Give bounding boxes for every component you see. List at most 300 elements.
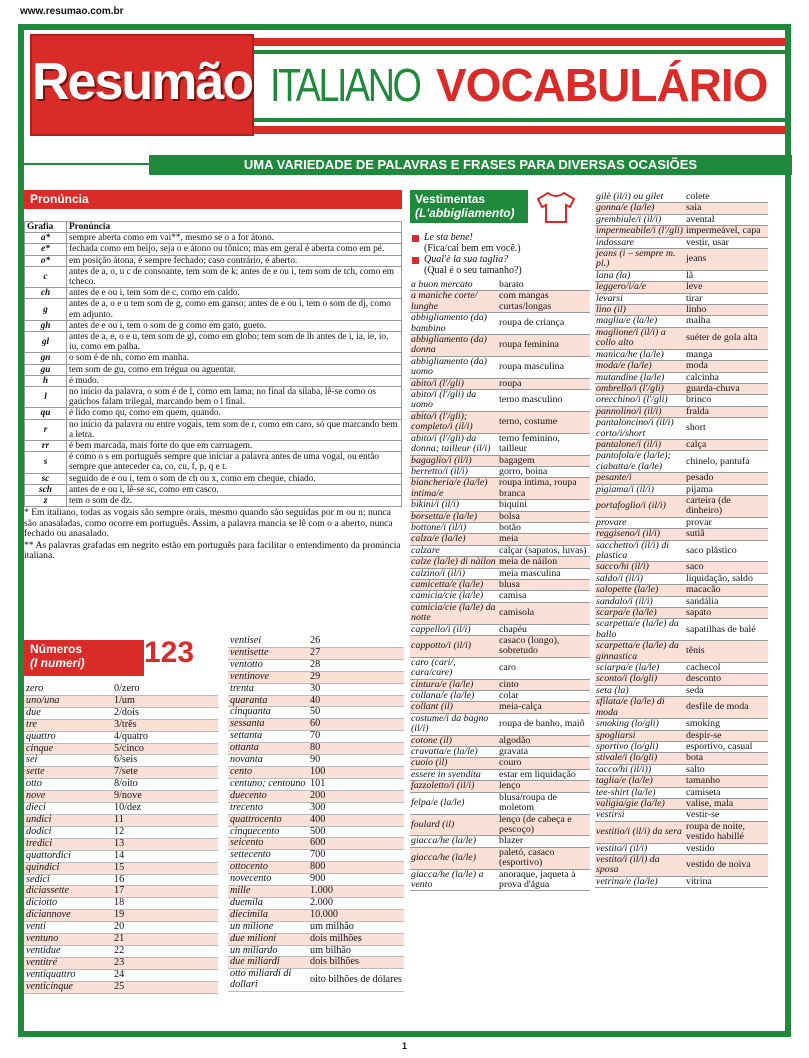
translation-cell: 26 bbox=[308, 636, 404, 647]
translation-cell: sapato bbox=[685, 608, 768, 619]
translation-cell: vitrina bbox=[685, 876, 768, 887]
translation-cell: 400 bbox=[308, 814, 404, 826]
table-row bbox=[228, 933, 404, 945]
translation-cell: suéter de gola alta bbox=[685, 327, 768, 349]
term-cell: cappello/i (il/i) bbox=[410, 624, 498, 635]
translation-cell: 1/um bbox=[112, 695, 218, 707]
term-cell: cravatta/e (la/le) bbox=[410, 747, 498, 758]
translation-cell: bolsa bbox=[498, 511, 590, 522]
translation-cell: 4/quatro bbox=[112, 731, 218, 743]
term-cell: tredici bbox=[24, 838, 112, 850]
logo: Resumão bbox=[32, 53, 253, 111]
pronuncia-table bbox=[24, 221, 402, 507]
table-row bbox=[24, 826, 218, 838]
table-row bbox=[410, 792, 590, 814]
grafia-cell: ch bbox=[25, 288, 67, 299]
term-cell: cento bbox=[228, 766, 308, 778]
table-row bbox=[595, 685, 768, 696]
translation-cell: 100 bbox=[308, 766, 404, 778]
table-row bbox=[595, 237, 768, 248]
translation-cell: 12 bbox=[112, 826, 218, 838]
term-cell: sacchetto/i (il/i) di plastica bbox=[595, 540, 685, 562]
term-cell: abbigliamento (da) uomo bbox=[410, 356, 498, 378]
term-cell: ottocento bbox=[228, 862, 308, 874]
table-row bbox=[24, 779, 218, 791]
term-cell: trecento bbox=[228, 802, 308, 814]
table-row bbox=[25, 484, 402, 495]
translation-cell: estar em liquidação bbox=[498, 769, 590, 780]
term-cell: cappotto/i (il/i) bbox=[410, 636, 498, 658]
translation-cell: 300 bbox=[308, 802, 404, 814]
translation-cell: 10/dez bbox=[112, 803, 218, 815]
translation-cell: casaco (longo), sobretudo bbox=[498, 636, 590, 658]
table-row bbox=[25, 332, 402, 353]
table-row bbox=[410, 579, 590, 590]
translation-cell: 500 bbox=[308, 826, 404, 838]
table-row bbox=[595, 529, 768, 540]
translation-cell: 9/nove bbox=[112, 791, 218, 803]
table-row bbox=[595, 282, 768, 293]
translation-cell: roupa bbox=[498, 378, 590, 389]
vestimentas-section bbox=[410, 190, 590, 891]
table-row bbox=[595, 349, 768, 360]
translation-cell: calcinha bbox=[685, 372, 768, 383]
title-language: ITALIANO bbox=[270, 59, 420, 111]
note: * Em italiano, todas as vogais são sempre orais, mesmo quando são seguidas por m ou n; nunca são anasaladas, como ocorre em português. Assim, a palavra mancia se lê com o a aberto, nunca fechado ou anasalado. bbox=[24, 507, 393, 540]
translation-cell: chinelo, pantufa bbox=[685, 451, 768, 473]
term-cell: levarsi bbox=[595, 293, 685, 304]
translation-cell: saia bbox=[685, 203, 768, 214]
col-header: Grafia bbox=[25, 222, 67, 233]
term-cell: scarpa/e (la/le) bbox=[595, 608, 685, 619]
table-row bbox=[410, 814, 590, 836]
table-row bbox=[25, 255, 402, 266]
term-cell: quattordici bbox=[24, 850, 112, 862]
term-cell: sacco/hi (il/i) bbox=[595, 562, 685, 573]
translation-cell: meia-calça bbox=[498, 702, 590, 713]
table-row bbox=[410, 522, 590, 533]
table-row bbox=[410, 781, 590, 792]
translation-cell: 18 bbox=[112, 898, 218, 910]
pronuncia-cell: em posição átona, é sempre fechado; caso contrário, é aberto. bbox=[67, 255, 402, 266]
table-row bbox=[595, 608, 768, 619]
table-row bbox=[410, 557, 590, 568]
translation-cell: roupa masculina bbox=[498, 356, 590, 378]
translation-cell: 19 bbox=[112, 910, 218, 922]
pronuncia-cell: no início da palavra ou entre vogais, tem som de r, como em caro, só que marcando bem a letra. bbox=[67, 419, 402, 440]
term-cell: camicia/cie (la/le) da notte bbox=[410, 602, 498, 624]
note: ** As palavras grafadas em negrito estão em português para facilitar o entendimento da pronúncia italiana. bbox=[24, 539, 401, 562]
table-row bbox=[24, 850, 218, 862]
phrase-translation: (Qual é o seu tamanho?) bbox=[424, 265, 522, 276]
term-cell: otto miliardi di dollari bbox=[228, 969, 308, 992]
table-row bbox=[24, 695, 218, 707]
table-row bbox=[595, 540, 768, 562]
table-row bbox=[410, 735, 590, 746]
term-cell: abito/i (l'/gli) da uomo bbox=[410, 390, 498, 412]
translation-cell: desconto bbox=[685, 674, 768, 685]
translation-cell: botão bbox=[498, 522, 590, 533]
term-cell: cotone (il) bbox=[410, 735, 498, 746]
term-cell: sconto/i (lo/gli) bbox=[595, 674, 685, 685]
logo-box bbox=[30, 34, 254, 136]
translation-cell: 16 bbox=[112, 874, 218, 886]
pronuncia-cell: no início da palavra, o som é de l, como em lama; no final da sílaba, lê-se como os gaúchos falam trilegal, marcando bem o l final. bbox=[67, 387, 402, 408]
translation-cell: gorro, boina bbox=[498, 466, 590, 477]
table-row bbox=[595, 730, 768, 741]
table-row bbox=[595, 495, 768, 517]
term-cell: ventitré bbox=[24, 957, 112, 969]
translation-cell: avental bbox=[685, 214, 768, 225]
table-row bbox=[595, 395, 768, 406]
pronuncia-title: Pronúncia bbox=[24, 190, 402, 209]
term-cell: due miliardi bbox=[228, 957, 308, 969]
translation-cell: terno, costume bbox=[498, 411, 590, 433]
term-cell: settecento bbox=[228, 850, 308, 862]
translation-cell: gravata bbox=[498, 747, 590, 758]
term-cell: a maniche corte/ lunghe bbox=[410, 291, 498, 313]
term-cell: pantofola/e (la/le); ciabatta/e (la/le) bbox=[595, 451, 685, 473]
translation-cell: jeans bbox=[685, 249, 768, 271]
term-cell: trenta bbox=[228, 683, 308, 695]
table-row bbox=[228, 766, 404, 778]
translation-cell: brinco bbox=[685, 395, 768, 406]
table-row bbox=[595, 249, 768, 271]
table-row bbox=[595, 798, 768, 809]
translation-cell: roupa de criança bbox=[498, 313, 590, 335]
pronuncia-cell: o som é de nh, como em manha. bbox=[67, 353, 402, 364]
translation-cell: tirar bbox=[685, 293, 768, 304]
table-row bbox=[410, 869, 590, 891]
term-cell: ventinove bbox=[228, 671, 308, 683]
table-row bbox=[595, 192, 768, 203]
table-row bbox=[228, 659, 404, 671]
translation-cell: lenço bbox=[498, 781, 590, 792]
table-row bbox=[228, 838, 404, 850]
table-row bbox=[228, 731, 404, 743]
term-cell: venti bbox=[24, 922, 112, 934]
page-title bbox=[270, 58, 768, 112]
table-row bbox=[595, 843, 768, 854]
grafia-cell: sch bbox=[25, 484, 67, 495]
term-cell: venticinque bbox=[24, 981, 112, 993]
translation-cell: guarda-chuva bbox=[685, 383, 768, 394]
table-row bbox=[24, 767, 218, 779]
term-cell: berretto/i (il/i) bbox=[410, 466, 498, 477]
term-cell: giacca/he (la/le) bbox=[410, 836, 498, 847]
grafia-cell: rr bbox=[25, 441, 67, 452]
table-row bbox=[25, 233, 402, 244]
term-cell: salopette (la/le) bbox=[595, 585, 685, 596]
table-row bbox=[595, 226, 768, 237]
pronuncia-cell: seguido de e ou i, tem o som de ch ou x, como em cheque, chiado. bbox=[67, 473, 402, 484]
translation-cell: cachecol bbox=[685, 663, 768, 674]
table-row bbox=[410, 769, 590, 780]
term-cell: abbigliamento (da) donna bbox=[410, 335, 498, 357]
grafia-cell: g bbox=[25, 299, 67, 320]
translation-cell: bagagem bbox=[498, 455, 590, 466]
term-cell: grembiule/i (il/i) bbox=[595, 214, 685, 225]
table-row bbox=[410, 378, 590, 389]
pronuncia-cell: antes de a, e, o e u, tem som de gl, como em globo; tem som de lh antes de i, ia, ie, io, iu, como em palha. bbox=[67, 332, 402, 353]
pronuncia-cell: é como o s em português sempre que iniciar a palavra antes de uma vogal, ou então sempre que anteceder ca, co, cu, f, p, q e t. bbox=[67, 452, 402, 473]
grafia-cell: qu bbox=[25, 408, 67, 419]
term-cell: ottanta bbox=[228, 743, 308, 755]
table-row bbox=[24, 684, 218, 695]
term-cell: vestito/i (il/i) bbox=[595, 843, 685, 854]
translation-cell: 5/cinco bbox=[112, 743, 218, 755]
term-cell: pigiama/i (il/i) bbox=[595, 484, 685, 495]
term-cell: manica/he (la/le) bbox=[595, 349, 685, 360]
term-cell: sportivo (lo/gli) bbox=[595, 741, 685, 752]
translation-cell: um bilhão bbox=[308, 945, 404, 957]
table-row bbox=[595, 674, 768, 685]
term-cell: costume/i da bagno (il/i) bbox=[410, 713, 498, 735]
term-cell: duemila bbox=[228, 897, 308, 909]
table-row bbox=[228, 826, 404, 838]
table-row bbox=[410, 836, 590, 847]
term-cell: quattro bbox=[24, 731, 112, 743]
translation-cell: anoraque, jaqueta à prova d'água bbox=[498, 869, 590, 891]
term-cell: gilè (il/i) ou gilet bbox=[595, 192, 685, 203]
table-row bbox=[24, 969, 218, 981]
table-row bbox=[228, 719, 404, 731]
translation-cell: pijama bbox=[685, 484, 768, 495]
table-row bbox=[228, 814, 404, 826]
grafia-cell: gn bbox=[25, 353, 67, 364]
table-row bbox=[228, 897, 404, 909]
table-row bbox=[410, 624, 590, 635]
translation-cell: desfile de moda bbox=[685, 697, 768, 719]
translation-cell: roupa feminina bbox=[498, 335, 590, 357]
table-row bbox=[595, 439, 768, 450]
term-cell: abbigliamento (da) bambino bbox=[410, 313, 498, 335]
table-row bbox=[24, 886, 218, 898]
translation-cell: colete bbox=[685, 192, 768, 203]
translation-cell: 10.000 bbox=[308, 909, 404, 921]
grafia-cell: h bbox=[25, 375, 67, 386]
term-cell: diciotto bbox=[24, 898, 112, 910]
translation-cell: paletó, casaco (esportivo) bbox=[498, 847, 590, 869]
term-cell: orecchino/i (l'/gli) bbox=[595, 395, 685, 406]
translation-cell: calça bbox=[685, 439, 768, 450]
translation-cell: 800 bbox=[308, 862, 404, 874]
grafia-cell: c bbox=[25, 266, 67, 287]
term-cell: ventotto bbox=[228, 659, 308, 671]
term-cell: caro (cari/, cara/care) bbox=[410, 657, 498, 679]
term-cell: foulard (il) bbox=[410, 814, 498, 836]
translation-cell: blusa/roupa de moletom bbox=[498, 792, 590, 814]
translation-cell: 600 bbox=[308, 838, 404, 850]
pronuncia-cell: sempre aberta como em vai**, mesmo se o a for átono. bbox=[67, 233, 402, 244]
term-cell: giacca/he (la/le) bbox=[410, 847, 498, 869]
translation-cell: tênis bbox=[685, 641, 768, 663]
translation-cell: bota bbox=[685, 753, 768, 764]
term-cell: vestirsi bbox=[595, 810, 685, 821]
term-cell: scarpetta/e (la/le) da ballo bbox=[595, 619, 685, 641]
table-row bbox=[595, 719, 768, 730]
term-cell: calzino/i (il/i) bbox=[410, 568, 498, 579]
numeros-title: Números (I numeri) bbox=[24, 640, 144, 676]
grafia-cell: r bbox=[25, 419, 67, 440]
table-row bbox=[595, 741, 768, 752]
section-banner: UMA VARIEDADE DE PALAVRAS E FRASES PARA DIVERSAS OCASIÕES bbox=[149, 155, 792, 175]
table-row bbox=[410, 636, 590, 658]
table-row bbox=[24, 838, 218, 850]
term-cell: leggero/i/a/e bbox=[595, 282, 685, 293]
term-cell: tee-shirt (la/le) bbox=[595, 787, 685, 798]
table-row bbox=[25, 452, 402, 473]
term-cell: calzare bbox=[410, 545, 498, 556]
table-row bbox=[410, 291, 590, 313]
translation-cell: impermeável, capa bbox=[685, 226, 768, 237]
table-row bbox=[595, 214, 768, 225]
translation-cell: despir-se bbox=[685, 730, 768, 741]
table-row bbox=[25, 364, 402, 375]
translation-cell: 22 bbox=[112, 945, 218, 957]
phrases bbox=[412, 232, 590, 276]
table-row bbox=[410, 478, 590, 500]
translation-cell: 900 bbox=[308, 874, 404, 886]
term-cell: due milioni bbox=[228, 933, 308, 945]
term-cell: settanta bbox=[228, 731, 308, 743]
translation-cell: 2/dois bbox=[112, 707, 218, 719]
term-cell: ombrello/i (l'/gli) bbox=[595, 383, 685, 394]
table-row bbox=[595, 787, 768, 798]
term-cell: duecento bbox=[228, 790, 308, 802]
translation-cell: 101 bbox=[308, 778, 404, 790]
table-row bbox=[410, 691, 590, 702]
term-cell: giacca/he (la/le) a vento bbox=[410, 869, 498, 891]
translation-cell: malha bbox=[685, 316, 768, 327]
translation-cell: dois milhões bbox=[308, 933, 404, 945]
translation-cell: oito bilhões de dólares bbox=[308, 969, 404, 992]
translation-cell: vestir-se bbox=[685, 810, 768, 821]
term-cell: maglione/i (il/i) a collo alto bbox=[595, 327, 685, 349]
term-cell: camicetta/e (la/le) bbox=[410, 579, 498, 590]
table-row bbox=[25, 473, 402, 484]
table-row bbox=[410, 356, 590, 378]
table-row bbox=[25, 288, 402, 299]
translation-cell: 0/zero bbox=[112, 684, 218, 695]
table-row bbox=[24, 957, 218, 969]
term-cell: provare bbox=[595, 517, 685, 528]
term-cell: borsetta/e (la/le) bbox=[410, 511, 498, 522]
term-cell: valigia/gie (la/le) bbox=[595, 798, 685, 809]
translation-cell: camiseta bbox=[685, 787, 768, 798]
table-row bbox=[24, 934, 218, 946]
table-row bbox=[228, 957, 404, 969]
term-cell: uno/una bbox=[24, 695, 112, 707]
term-cell: scarpetta/e (la/le) da ginnastica bbox=[595, 641, 685, 663]
term-cell: diciassette bbox=[24, 886, 112, 898]
table-row bbox=[410, 280, 590, 291]
table-row bbox=[228, 921, 404, 933]
term-cell: vetrina/e (la/le) bbox=[595, 876, 685, 887]
term-cell: collana/e (la/le) bbox=[410, 691, 498, 702]
table-row bbox=[595, 596, 768, 607]
table-row bbox=[24, 814, 218, 826]
table-row bbox=[595, 821, 768, 843]
translation-cell: 13 bbox=[112, 838, 218, 850]
table-row bbox=[410, 545, 590, 556]
table-row bbox=[410, 758, 590, 769]
term-cell: bikini/i (il/i) bbox=[410, 500, 498, 511]
translation-cell: 1.000 bbox=[308, 886, 404, 898]
term-cell: smoking (lo/gli) bbox=[595, 719, 685, 730]
term-cell: undici bbox=[24, 814, 112, 826]
term-cell: ventisette bbox=[228, 647, 308, 659]
translation-cell: moda bbox=[685, 361, 768, 372]
grafia-cell: l bbox=[25, 387, 67, 408]
translation-cell: 90 bbox=[308, 755, 404, 767]
grafia-cell: gu bbox=[25, 364, 67, 375]
numbers-table-2 bbox=[228, 636, 404, 992]
term-cell: spogliarsi bbox=[595, 730, 685, 741]
term-cell: sei bbox=[24, 755, 112, 767]
table-row bbox=[595, 854, 768, 876]
translation-cell: 70 bbox=[308, 731, 404, 743]
table-row bbox=[595, 641, 768, 663]
translation-cell: um milhão bbox=[308, 921, 404, 933]
translation-cell: vestir, usar bbox=[685, 237, 768, 248]
table-row bbox=[595, 776, 768, 787]
page-number: 1 bbox=[401, 1041, 407, 1051]
term-cell: cinquecento bbox=[228, 826, 308, 838]
table-row bbox=[228, 862, 404, 874]
pronuncia-cell: é bem marcada, mais forte do que em carruagem. bbox=[67, 441, 402, 452]
table-row bbox=[410, 591, 590, 602]
term-cell: ventidue bbox=[24, 945, 112, 957]
table-row bbox=[228, 707, 404, 719]
translation-cell: 30 bbox=[308, 683, 404, 695]
term-cell: ventisei bbox=[228, 636, 308, 647]
numbers-icon: 123 bbox=[144, 636, 195, 669]
pronuncia-cell: antes de a, o, u c de consoante, tem som de k; antes de e ou i, tem som de tch, como em tcheco. bbox=[67, 266, 402, 287]
term-cell: calze (la/le) di nàilon bbox=[410, 557, 498, 568]
table-row bbox=[595, 270, 768, 281]
translation-cell: barato bbox=[498, 280, 590, 291]
pronuncia-cell: antes de e ou i, lê-se sc, como em casco. bbox=[67, 484, 402, 495]
translation-cell: 23 bbox=[112, 957, 218, 969]
translation-cell: biquíni bbox=[498, 500, 590, 511]
table-row bbox=[228, 850, 404, 862]
table-row bbox=[410, 713, 590, 735]
grafia-cell: z bbox=[25, 496, 67, 507]
term-cell: un milione bbox=[228, 921, 308, 933]
term-cell: sette bbox=[24, 767, 112, 779]
translation-cell: 24 bbox=[112, 969, 218, 981]
translation-cell: camisa bbox=[498, 591, 590, 602]
term-cell: saldo/i (il/i) bbox=[595, 573, 685, 584]
term-cell: cuoio (il) bbox=[410, 758, 498, 769]
translation-cell: sapatilhas de balé bbox=[685, 619, 768, 641]
term-cell: novanta bbox=[228, 755, 308, 767]
translation-cell: tamanho bbox=[685, 776, 768, 787]
table-row bbox=[24, 803, 218, 815]
translation-cell: smoking bbox=[685, 719, 768, 730]
table-row bbox=[228, 778, 404, 790]
translation-cell: 29 bbox=[308, 671, 404, 683]
vestimentas-title: Vestimentas (L'abbigliamento) bbox=[410, 190, 528, 223]
translation-cell: macacão bbox=[685, 585, 768, 596]
table-row bbox=[410, 602, 590, 624]
table-row bbox=[595, 764, 768, 775]
term-cell: vestitio/i (il/i) da sera bbox=[595, 821, 685, 843]
numeros-header bbox=[24, 636, 224, 678]
header bbox=[24, 30, 785, 142]
term-cell: taglia/e (la/le) bbox=[595, 776, 685, 787]
